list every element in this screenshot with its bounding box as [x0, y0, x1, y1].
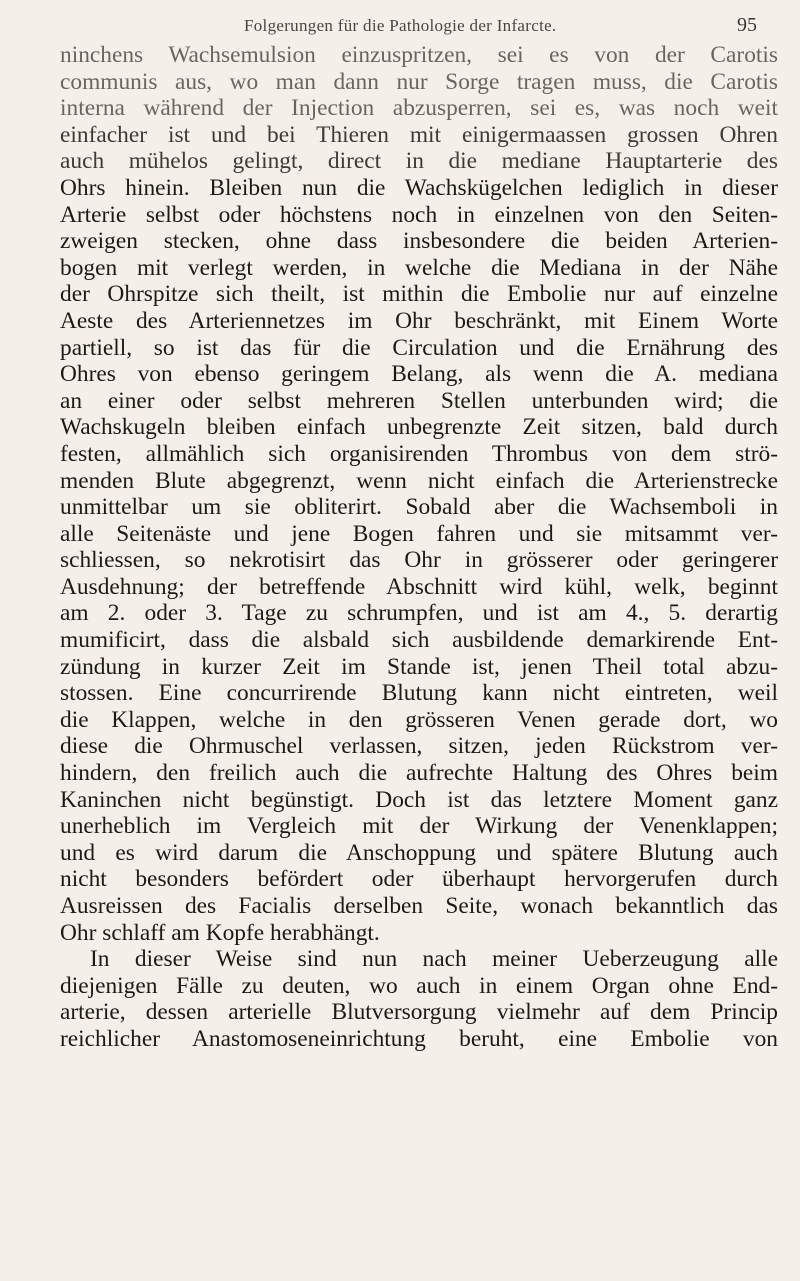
text-line: Ohr schlaff am Kopfe herabhängt. — [60, 919, 380, 946]
text-line: stossen. Eine concurrirende Blutung kann nicht eintreten, weil — [60, 680, 778, 707]
text-line: bogen mit verlegt werden, in welche die Mediana in der Nähe — [60, 254, 778, 281]
text-line: zündung in kurzer Zeit im Stande ist, jenen Theil total abzu- — [60, 653, 778, 680]
text-line: Wachskugeln bleiben einfach unbegrenzte Zeit sitzen, bald durch — [60, 414, 778, 441]
text-line: Ohrs hinein. Bleiben nun die Wachskügelchen lediglich in dieser — [60, 174, 778, 201]
text-line: am 2. oder 3. Tage zu schrumpfen, und ist am 4., 5. derartig — [60, 600, 778, 627]
text-line: Ausdehnung; der betreffende Abschnitt wird kühl, welk, beginnt — [60, 573, 778, 600]
text-line: mumificirt, dass die alsbald sich ausbildende demarkirende Ent- — [60, 627, 778, 654]
body-text — [60, 42, 778, 1053]
running-header-title: Folgerungen für die Pathologie der Infarcte. — [244, 16, 557, 35]
text-line: und es wird darum die Anschoppung und spätere Blutung auch — [60, 839, 778, 866]
text-line: arterie, dessen arterielle Blutversorgung vielmehr auf dem Princip — [60, 999, 778, 1026]
text-line: hindern, den freilich auch die aufrechte Haltung des Ohres beim — [60, 760, 778, 787]
text-line: communis aus, wo man dann nur Sorge tragen muss, die Carotis — [60, 68, 778, 95]
text-line: diese die Ohrmuschel verlassen, sitzen, jeden Rückstrom ver- — [60, 733, 778, 760]
text-line: partiell, so ist das für die Circulation und die Ernährung des — [60, 334, 778, 361]
text-line: diejenigen Fälle zu deuten, wo auch in einem Organ ohne End- — [60, 972, 778, 999]
text-line: unmittelbar um sie obliterirt. Sobald aber die Wachsemboli in — [60, 494, 778, 521]
text-line: reichlicher Anastomoseneinrichtung beruht, eine Embolie von — [60, 1025, 778, 1052]
text-line: unerheblich im Vergleich mit der Wirkung der Venenklappen; — [60, 813, 778, 840]
text-line: nicht besonders befördert oder überhaupt hervorgerufen durch — [60, 866, 778, 893]
text-line: festen, allmählich sich organisirenden Thrombus von dem strö- — [60, 440, 778, 467]
text-line: einfacher ist und bei Thieren mit einigermaassen grossen Ohren — [60, 121, 778, 148]
text-line: zweigen stecken, ohne dass insbesondere die beiden Arterien- — [60, 228, 778, 255]
text-line: ninchens Wachsemulsion einzuspritzen, sei es von der Carotis — [60, 42, 778, 68]
text-line: Ausreissen des Facialis derselben Seite, wonach bekanntlich das — [60, 893, 778, 919]
text-line: auch mühelos gelingt, direct in die mediane Hauptarterie des — [60, 148, 778, 175]
text-line: Aeste des Arteriennetzes im Ohr beschränkt, mit Einem Worte — [60, 307, 778, 334]
text-line: alle Seitenäste und jene Bogen fahren und sie mitsammt ver- — [60, 520, 778, 547]
paragraph-first-line: In dieser Weise sind nun nach meiner Ueberzeugung alle — [90, 946, 778, 973]
text-line: schliessen, so nekrotisirt das Ohr in grösserer oder geringerer — [60, 547, 778, 574]
text-line: der Ohrspitze sich theilt, ist mithin die Embolie nur auf einzelne — [60, 281, 778, 308]
text-line: an einer oder selbst mehreren Stellen unterbunden wird; die — [60, 387, 778, 414]
page-number: 95 — [737, 14, 757, 36]
text-line: interna während der Injection abzusperren, sei es, was noch weit — [60, 95, 778, 122]
text-line: die Klappen, welche in den grösseren Venen gerade dort, wo — [60, 706, 778, 733]
text-line: menden Blute abgegrenzt, wenn nicht einfach die Arterienstrecke — [60, 467, 778, 494]
text-line: Arterie selbst oder höchstens noch in einzelnen von den Seiten- — [60, 201, 778, 228]
text-line: Ohres von ebenso geringem Belang, als wenn die A. mediana — [60, 361, 778, 388]
text-line: Kaninchen nicht begünstigt. Doch ist das letztere Moment ganz — [60, 786, 778, 813]
